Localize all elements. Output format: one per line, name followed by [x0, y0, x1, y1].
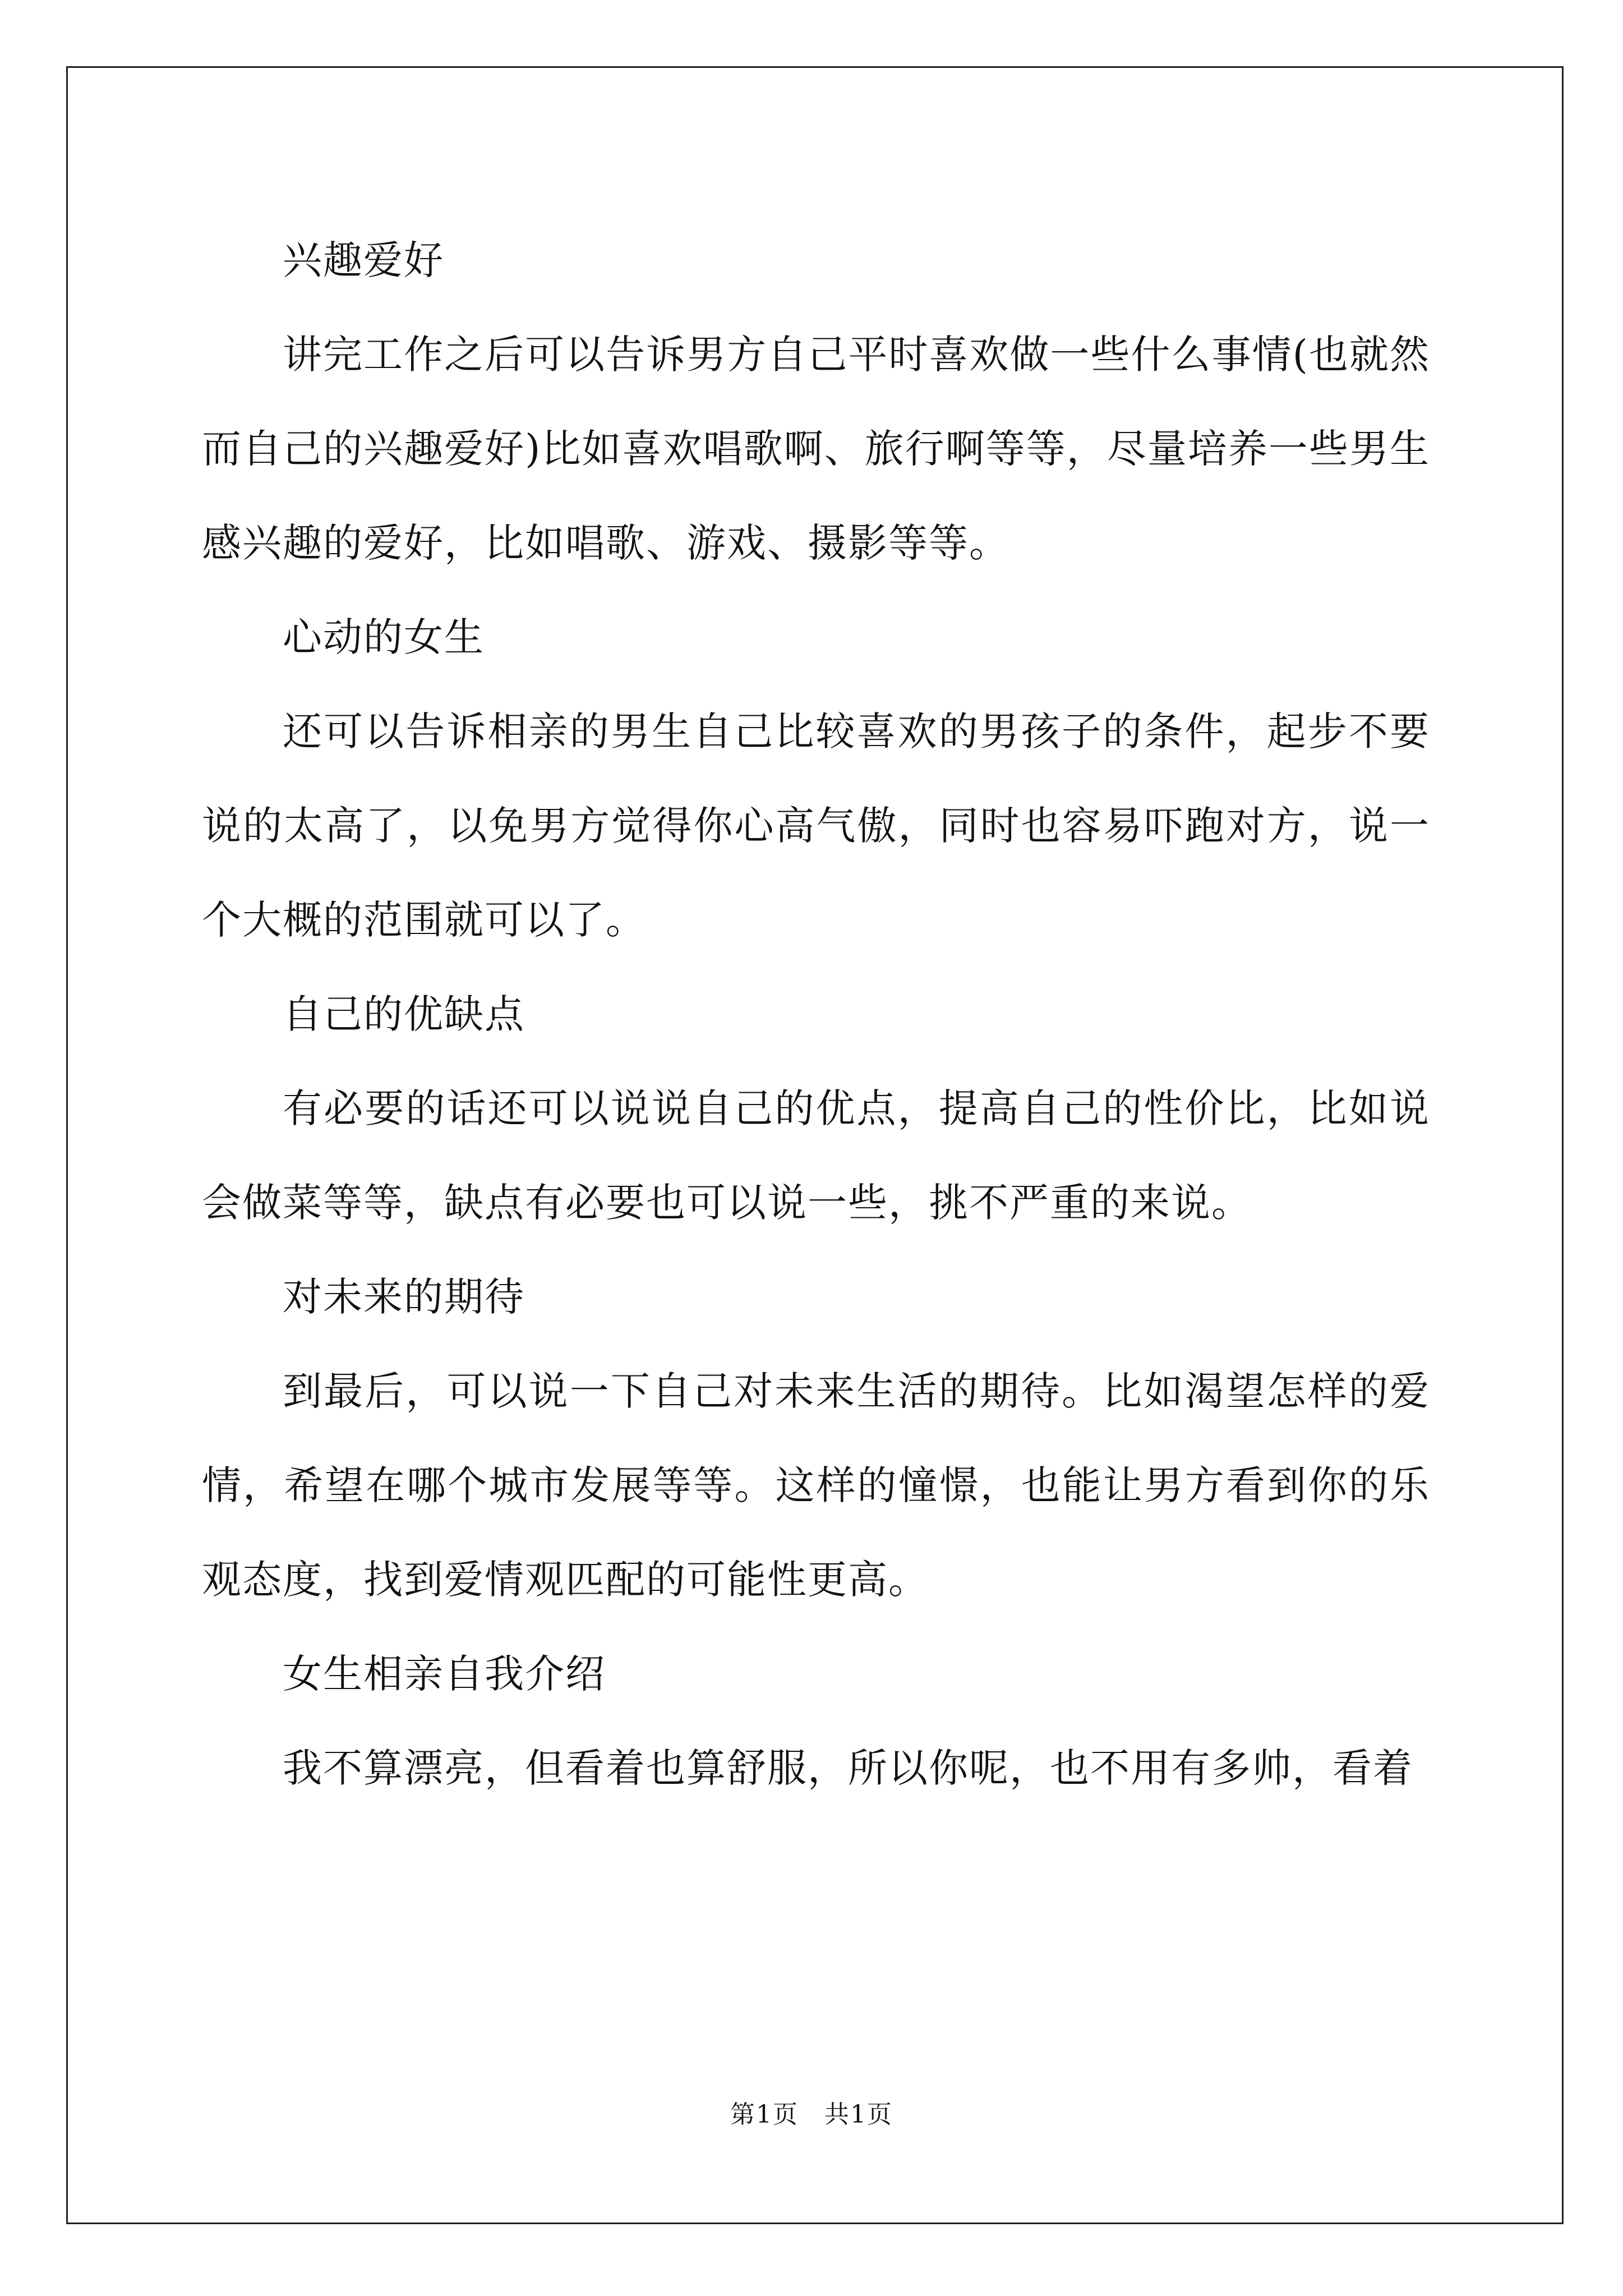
page-number-footer: 第1页 共1页 [730, 2100, 893, 2129]
section-body-pros-cons: 有必要的话还可以说说自己的优点，提高自己的性价比，比如说会做菜等等，缺点有必要也可以说一些，挑不严重的来说。 [202, 1085, 1430, 1226]
section-heading-ideal-partner: 心动的女生 [283, 614, 485, 660]
section-heading-hobbies: 兴趣爱好 [283, 237, 444, 283]
section-heading-future: 对未来的期待 [283, 1274, 525, 1320]
document-body [202, 213, 1430, 1815]
section-body-hobbies: 讲完工作之后可以告诉男方自己平时喜欢做一些什么事情(也就然而自己的兴趣爱好)比如喜欢唱歌啊、旅行啊等等，尽量培养一些男生感兴趣的爱好，比如唱歌、游戏、摄影等等。 [202, 332, 1430, 566]
section-heading-pros-cons: 自己的优缺点 [283, 991, 525, 1037]
section-heading-self-intro: 女生相亲自我介绍 [283, 1651, 606, 1697]
section-body-future: 到最后，可以说一下自己对未来生活的期待。比如渴望怎样的爱情，希望在哪个城市发展等等。这样的憧憬，也能让男方看到你的乐观态度，找到爱情观匹配的可能性更高。 [202, 1368, 1430, 1603]
section-body-ideal-partner: 还可以告诉相亲的男生自己比较喜欢的男孩子的条件，起步不要说的太高了，以免男方觉得你心高气傲，同时也容易吓跑对方，说一个大概的范围就可以了。 [202, 708, 1430, 943]
section-body-self-intro: 我不算漂亮，但看着也算舒服，所以你呢，也不用有多帅，看着 [283, 1745, 1413, 1791]
